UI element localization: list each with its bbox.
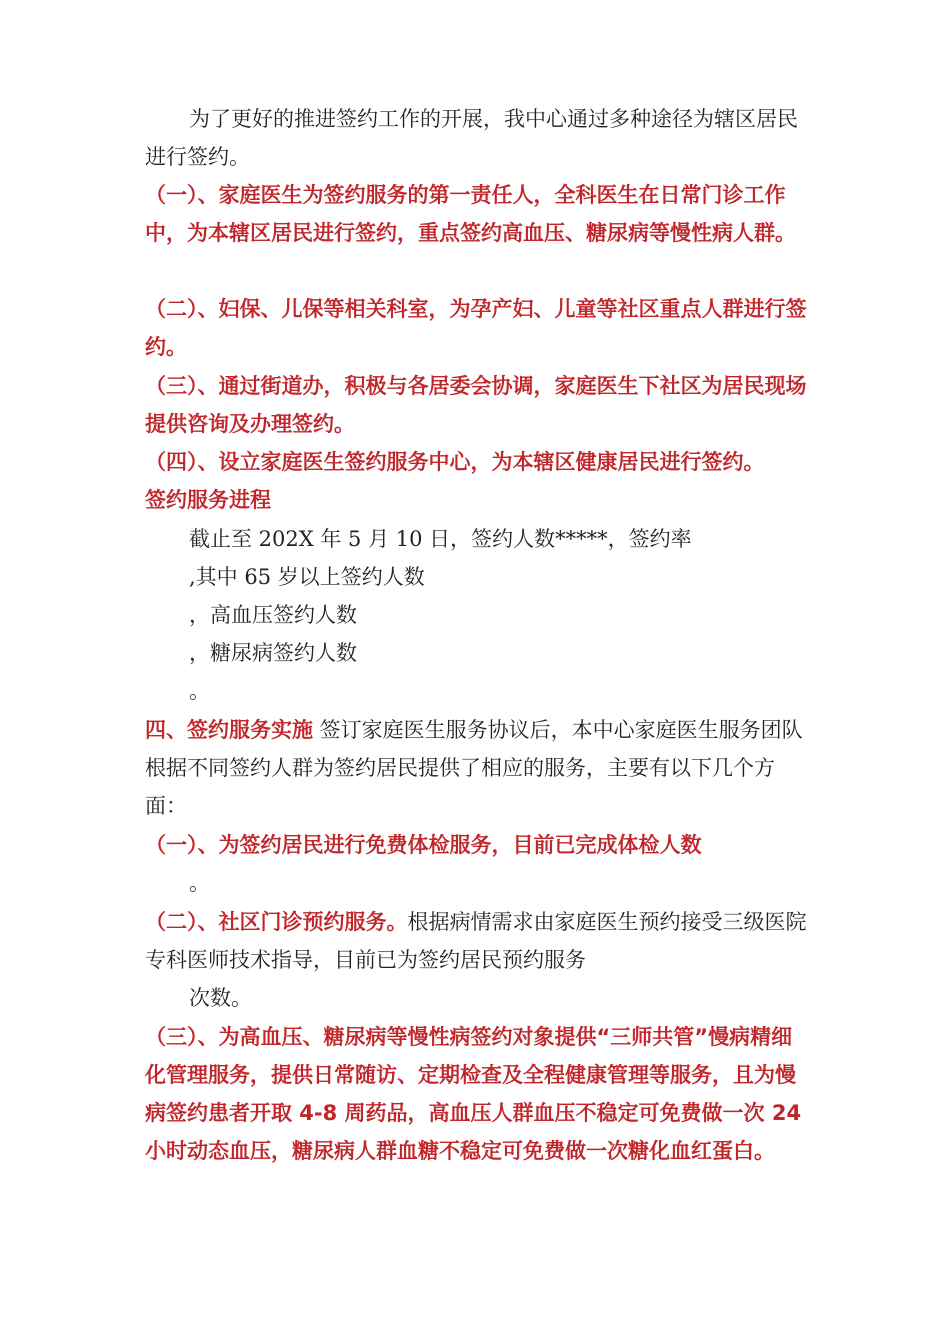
service-2-text: 根据病情需求由家庭医生预约接受三级医院专科医师技术指导，目前已为签约居民预约服务 (145, 910, 807, 972)
intro-paragraph: 为了更好的推进签约工作的开展，我中心通过多种途径为辖区居民进行签约。 (145, 107, 798, 169)
point-2: （二）、妇保、儿保等相关科室，为孕产妇、儿童等社区重点人群进行签约。 (145, 297, 807, 359)
progress-line-1: 截止至 202X 年 5 月 10 日，签约人数*****，签约率 (189, 527, 692, 551)
service-3: （三）、为高血压、糖尿病等慢性病签约对象提供“三师共管”慢病精细化管理服务，提供日常随访、定期检查及全程健康管理等服务，且为慢病签约患者开取 4-8 周药品，高血压人群血压不稳定可免费做一次 24 小时动态血压，糖尿病人群血糖不稳定可免费做一次糖化血红蛋白。 (145, 1025, 802, 1163)
service-2-end: 次数。 (189, 986, 252, 1010)
point-3: （三）、通过街道办，积极与各居委会协调，家庭医生下社区为居民现场提供咨询及办理签约。 (145, 374, 807, 436)
progress-line-5: 。 (189, 679, 210, 703)
service-2-heading: （二）、社区门诊预约服务。 (145, 910, 408, 934)
section-4-text: 签订家庭医生服务协议后，本中心家庭医生服务团队根据不同签约人群为签约居民提供了相应的服务，主要有以下几个方面： (145, 718, 803, 818)
progress-line-4: ，糖尿病签约人数 (189, 641, 357, 665)
progress-line-3: ，高血压签约人数 (189, 603, 357, 627)
section-4-heading: 四、签约服务实施 (145, 718, 313, 742)
service-1-end: 。 (189, 871, 210, 895)
progress-heading: 签约服务进程 (145, 488, 271, 512)
point-1: （一）、家庭医生为签约服务的第一责任人，全科医生在日常门诊工作中，为本辖区居民进行签约，重点签约高血压、糖尿病等慢性病人群。 (145, 183, 796, 245)
section-4-paragraph (145, 711, 810, 825)
progress-line-2: ,其中 65 岁以上签约人数 (189, 565, 425, 589)
point-4: （四）、设立家庭医生签约服务中心，为本辖区健康居民进行签约。 (145, 450, 765, 474)
service-2-paragraph (145, 903, 810, 979)
service-1: （一）、为签约居民进行免费体检服务，目前已完成体检人数 (145, 833, 702, 857)
